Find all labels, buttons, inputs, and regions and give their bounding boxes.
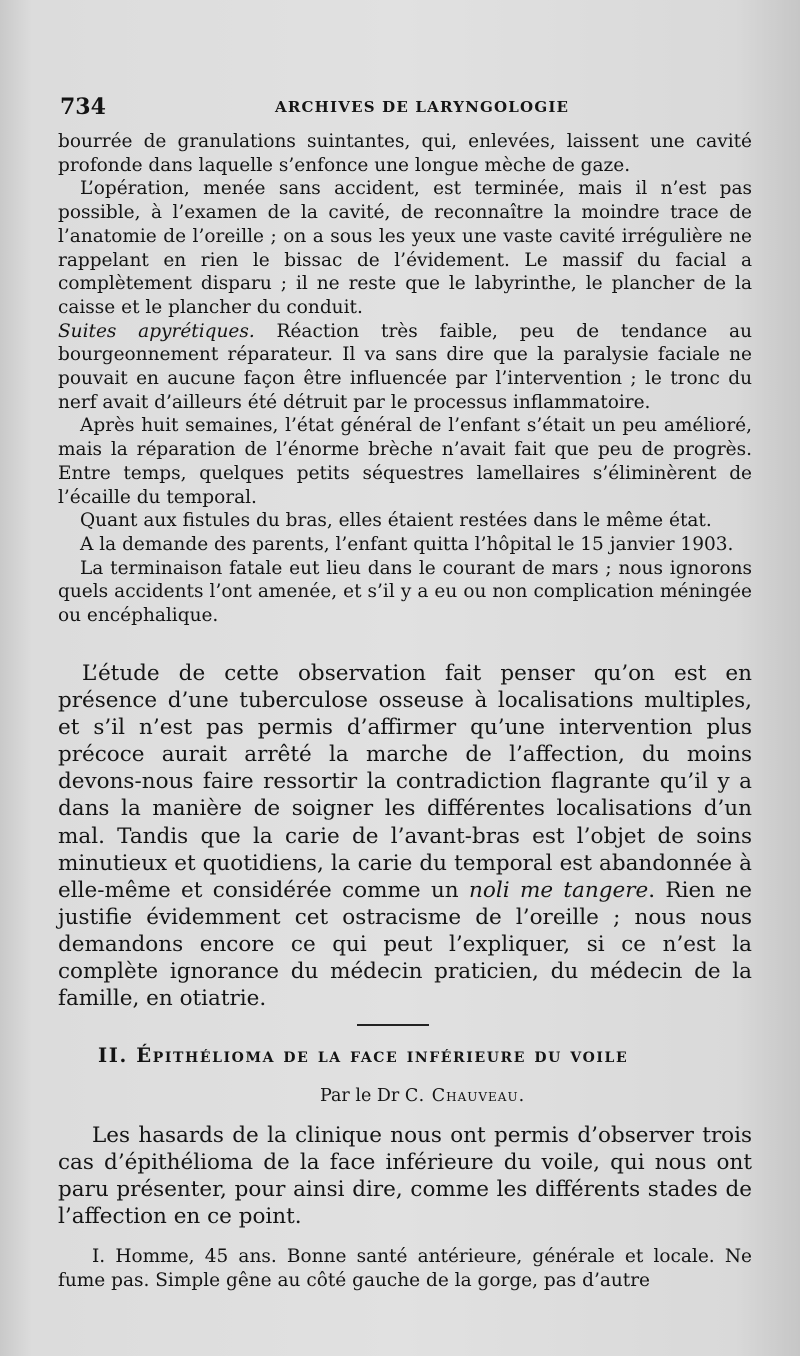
paragraph: A la demande des parents, l’enfant quitta l’hôpital le 15 janvier 1903. [80,533,734,555]
case-1 [58,1245,752,1293]
paragraph [58,320,752,415]
byline-prefix: Par le Dr [320,1086,400,1106]
paragraph: La terminaison fatale eut lieu dans le courant de mars ; nous ignorons quels accidents l’ont amenée, et s’il y a eu ou non complication méningée ou encéphalique. [58,557,752,627]
observation-text [58,130,752,628]
paragraph: Quant aux fistules du bras, elles étaient restées dans le même état. [80,510,712,532]
intro [58,1122,752,1230]
suites-label: Suites apyrétiques. [58,320,255,342]
byline [320,1086,525,1106]
paragraph: bourrée de granulations suintantes, qui, enlevées, laissent une cavité profonde dans laquelle s’enfonce une longue mèche de gaze. [58,131,752,176]
section-divider [357,1024,429,1026]
paragraph [58,1245,752,1293]
page-header [60,94,750,118]
suites-text: Réaction très faible, peu de tendance au bourgeonnement réparateur. Il va sans dire que la paralysie faciale ne pouvait en aucune façon être influencée par l’intervention ; le tronc du nerf avait d’ailleurs été détruit par le processus inflammatoire. [58,320,752,413]
section-heading [98,1044,628,1067]
paragraph: Après huit semaines, l’état général de l’enfant s’était un peu amélioré, mais la réparation de l’énorme brèche n’avait fait que peu de progrès. Entre temps, quelques petits séquestres lamellaires s’éliminèrent de l’écaille du temporal. [58,415,752,508]
running-title: ARCHIVES DE LARYNGOLOGIE [275,98,570,116]
author-name: C. Chauveau. [404,1086,526,1106]
latin-phrase: noli me tangere [469,877,649,903]
section-title: Épithélioma de la face inférieure du voile [136,1044,629,1067]
case-1-text: I. Homme, 45 ans. Bonne santé antérieure, générale et locale. Ne fume pas. Simple gêne au côté gauche de la gorge, pas d’autre [58,1246,752,1291]
commentary-tail: . Rien ne justifie évidemment cet ostracisme de l’oreille ; nous nous demandons encore ce qui peut l’expliquer, si ce n’est la complète ignorance du médecin praticien, du médecin de la famille, en otiatrie. [58,877,752,1012]
commentary-lead: L’étude de cette observation fait penser qu’on est en présence d’une tuberculose osseuse à localisations multiples, et s’il n’est pas permis d’affirmer qu’une intervention plus précoce aurait arrêté la marche de l’affection, du moins devons-nous faire ressortir la contradiction flagrante qu’il y a dans la manière de soigner les différentes localisations d’un mal. Tandis que la carie de l’avant-bras est l’objet de soins minutieux et quotidiens, la carie du temporal est abandonnée à elle-même et considérée comme un [58,661,752,903]
paragraph [58,660,752,1012]
commentary [58,660,752,1012]
paragraph [58,1122,752,1230]
page-number: 734 [60,94,106,120]
section-number: II. [98,1044,128,1067]
paragraph: L’opération, menée sans accident, est terminée, mais il n’est pas possible, à l’examen de la cavité, de reconnaître la moindre trace de l’anatomie de l’oreille ; on a sous les yeux une vaste cavité irrégulière ne rappelant en rien le bissac de l’évidement. Le massif du facial a complètement disparu ; il ne reste que le labyrinthe, le plancher de la caisse et le plancher du conduit. [58,178,752,318]
intro-text: Les hasards de la clinique nous ont permis d’observer trois cas d’épithélioma de la face inférieure du voile, qui nous ont paru présenter, pour ainsi dire, comme les différents stades de l’affection en ce point. [58,1123,752,1230]
